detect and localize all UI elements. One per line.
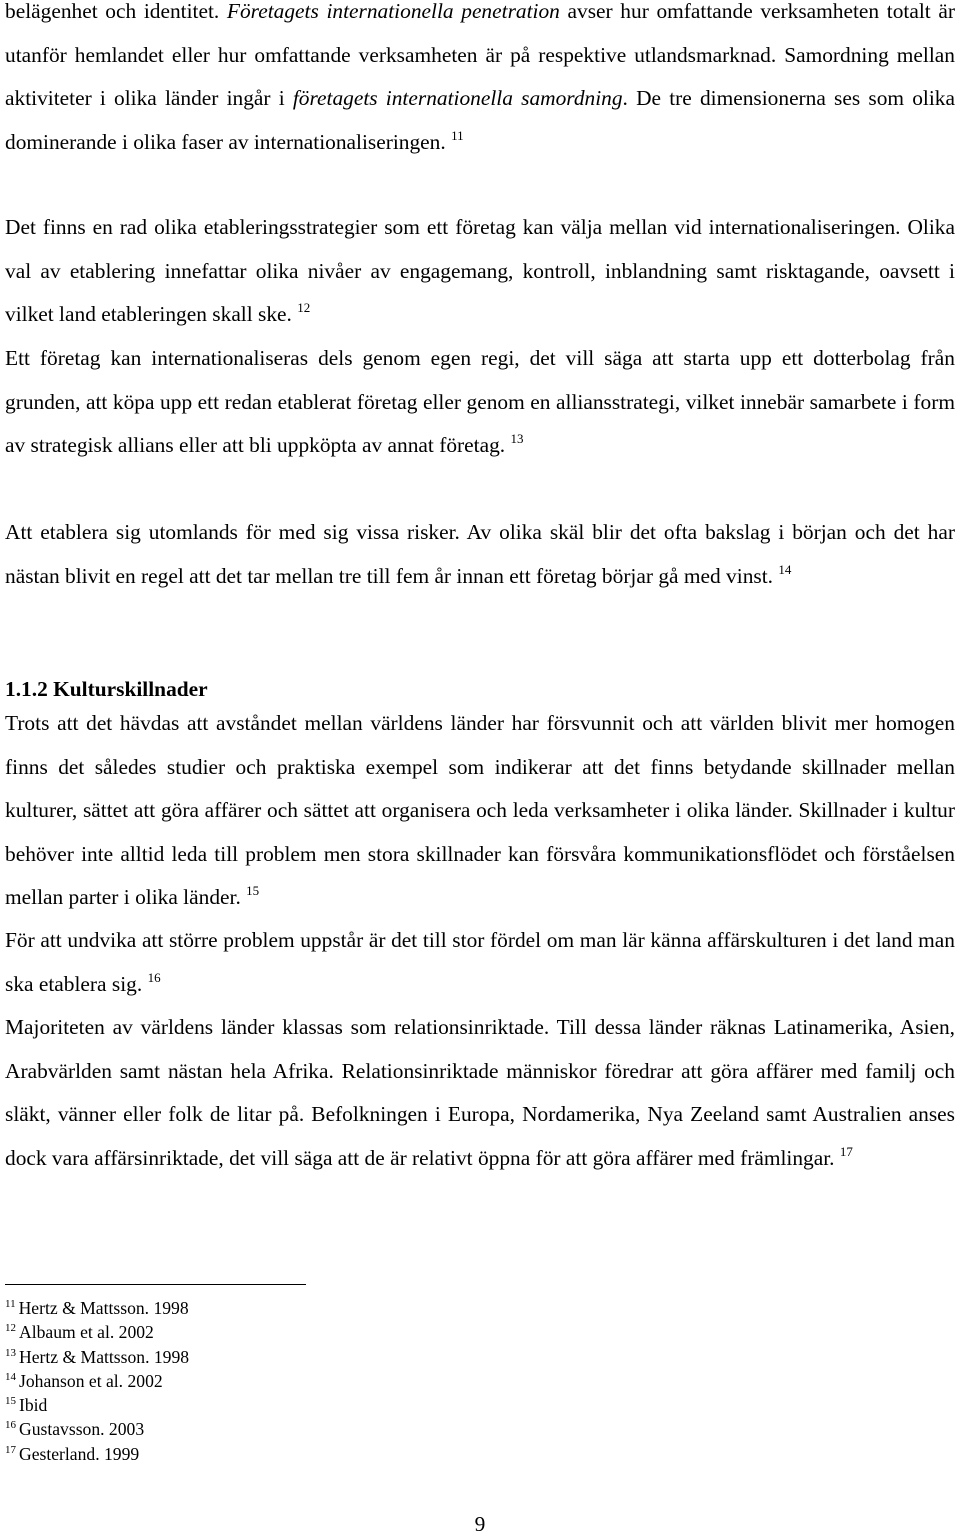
footnote-item: [5, 1296, 189, 1320]
paragraph-affarskultur: [5, 919, 955, 1006]
text-run: Det finns en rad olika etableringsstrategier som ett företag kan välja mellan vid internationaliseringen. Olika val av etablering innefattar olika nivåer av engagemang, kontroll, inblandning samt risktagande, oavsett i vilket land etableringen skall ske.: [5, 215, 955, 326]
page-number: 9: [474, 1512, 486, 1536]
footnote-ref: 15: [246, 883, 260, 898]
footnote-item: [5, 1417, 189, 1441]
footnote-text: Hertz & Mattsson. 1998: [18, 1298, 189, 1318]
footnote-number: 17: [5, 1443, 16, 1456]
text-run: Att etablera sig utomlands för med sig vissa risker. Av olika skäl blir det ofta bakslag i början och det har nästan blivit en regel att det tar mellan tre till fem år innan ett företag börjar gå med vinst.: [5, 520, 955, 588]
footnote-item: [5, 1345, 189, 1369]
footnote-ref: 16: [147, 969, 161, 985]
text-run: . De tre dimensionerna ses som olika dominerande i olika faser av internationaliseringen.: [5, 86, 955, 154]
footnote-text: Gesterland. 1999: [19, 1443, 140, 1464]
text-run: belägenhet och identitet.: [5, 0, 227, 23]
footnote-ref: 12: [297, 300, 311, 315]
footnote-item: [5, 1442, 189, 1466]
footnote-number: 15: [5, 1395, 16, 1408]
footnote-number: 12: [5, 1322, 16, 1335]
italic-term: Företagets internationella penetration: [226, 0, 560, 23]
footnote-text: Gustavsson. 2003: [19, 1419, 145, 1440]
footnote-list: [5, 1296, 189, 1466]
footnote-separator: [5, 1284, 306, 1285]
paragraph-kulturskillnader: [5, 702, 955, 920]
text-run: Trots att det hävdas att avståndet mellan världens länder har försvunnit och att världen blivit mer homogen finns det således studier och praktiska exempel som indikerar att det finns betydande skillnader mellan kulturer, sättet att göra affärer och sättet att organisera och leda verksamheter i olika länder. Skillnader i kultur behöver inte alltid leda till problem men stora skillnader kan försvåra kommunikationsflödet och förståelsen mellan parter i olika länder.: [5, 711, 955, 909]
paragraph-egen-regi: [5, 337, 955, 468]
text-run: Majoriteten av världens länder klassas som relationsinriktade. Till dessa länder räknas Latinamerika, Asien, Arabvärlden samt nästan hela Afrika. Relationsinriktade människor föredrar att göra affärer med familj och släkt, vänner eller folk de litar på. Befolkningen i Europa, Nordamerika, Nya Zeeland samt Australien anses dock vara affärsinriktade, det vill säga att de är relativt öppna för att göra affärer med främlingar.: [5, 1015, 955, 1170]
paragraph-penetration: [5, 0, 955, 164]
footnote-number: 11: [5, 1298, 16, 1310]
footnote-item: [5, 1369, 189, 1393]
paragraph-relationsinriktade: [5, 1006, 955, 1180]
footnote-text: Albaum et al. 2002: [19, 1322, 154, 1343]
footnote-number: 14: [5, 1370, 16, 1383]
text-run: avser hur omfattande verksamheten totalt är utanför hemlandet eller hur omfattande verksamheten är på respektive utlandsmarknad. Samordning mellan aktiviteter i olika länder ingår i: [5, 0, 955, 110]
paragraph-etableringsstrategier: [5, 206, 955, 337]
footnote-number: 16: [5, 1419, 16, 1432]
footnote-text: Hertz & Mattsson. 1998: [19, 1346, 190, 1367]
section-heading: 1.1.2 Kulturskillnader: [5, 677, 208, 701]
footnote-ref: 17: [839, 1143, 853, 1159]
footnote-text: Johanson et al. 2002: [19, 1370, 163, 1391]
footnote-ref: 11: [451, 127, 464, 143]
footnote-ref: 13: [510, 431, 524, 446]
footnote-item: [5, 1393, 189, 1417]
text-run: För att undvika att större problem uppstår är det till stor fördel om man lär känna affärskulturen i det land man ska etablera sig.: [5, 928, 955, 996]
italic-term: företagets internationella samordning: [292, 86, 623, 110]
text-run: Ett företag kan internationaliseras dels genom egen regi, det vill säga att starta upp ett dotterbolag från grunden, att köpa upp ett redan etablerat företag eller genom en alliansstrategi, vilket innebär samarbete i form av strategisk allians eller att bli uppköpta av annat företag.: [5, 346, 955, 457]
paragraph-risker: [5, 511, 955, 598]
footnote-item: [5, 1320, 189, 1344]
footnote-ref: 14: [778, 561, 792, 577]
footnote-number: 13: [5, 1346, 16, 1359]
footnote-text: Ibid: [19, 1395, 48, 1416]
